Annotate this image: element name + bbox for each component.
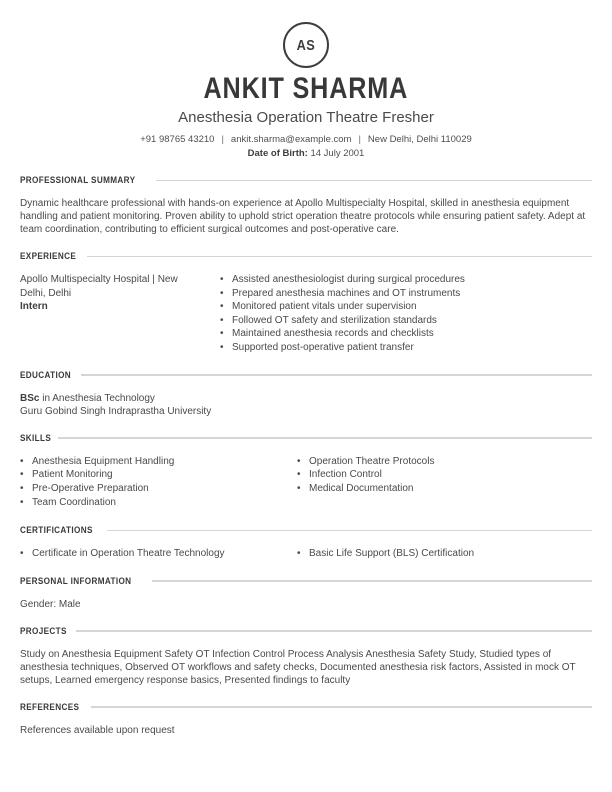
certifications-columns bbox=[20, 547, 592, 561]
education-degree: BSc bbox=[20, 392, 40, 404]
section-heading: EXPERIENCE bbox=[20, 251, 77, 262]
section-projects bbox=[20, 626, 592, 687]
section-heading-row bbox=[20, 626, 592, 637]
skill-item: • Patient Monitoring bbox=[20, 468, 297, 482]
dob-value: 14 July 2001 bbox=[310, 148, 365, 159]
section-rule bbox=[152, 580, 592, 582]
section-heading-row bbox=[20, 702, 592, 713]
section-heading-row bbox=[20, 433, 592, 444]
education-university: Guru Gobind Singh Indraprastha University bbox=[20, 405, 212, 417]
projects-paragraph: Study on Anesthesia Equipment Safety OT Infection Control Process Analysis Anesthesia Safety Study, Studied types of anesthesia techniques, Observed OT workflows and safety checks, Documented anesthesia risk factors, Assisted in mock OT setups, Learned emergency response basics, Presented findings to faculty bbox=[20, 648, 576, 686]
section-heading: SKILLS bbox=[20, 432, 52, 444]
experience-bullet: • Followed OT safety and sterilization standards bbox=[220, 314, 592, 328]
section-heading: CERTIFICATIONS bbox=[20, 524, 93, 536]
contact-phone: +91 98765 43210 bbox=[140, 134, 215, 145]
skill-item: • Anesthesia Equipment Handling bbox=[20, 455, 297, 469]
contact-separator: | bbox=[358, 134, 361, 145]
section-heading: REFERENCES bbox=[20, 701, 80, 713]
section-heading-row bbox=[20, 525, 592, 536]
experience-bullet: • Monitored patient vitals under supervision bbox=[220, 300, 592, 314]
candidate-title: Anesthesia Operation Theatre Fresher bbox=[178, 109, 434, 126]
education-degree-field: in Anesthesia Technology bbox=[39, 392, 155, 404]
section-professional-summary bbox=[20, 175, 592, 236]
certification-item: • Certificate in Operation Theatre Technology bbox=[20, 547, 297, 561]
section-rule bbox=[81, 374, 592, 376]
avatar-initials: AS bbox=[296, 36, 316, 54]
section-rule bbox=[156, 180, 592, 182]
section-rule bbox=[91, 706, 592, 708]
experience-location: New Delhi, Delhi bbox=[20, 274, 178, 299]
gender-line: Gender: Male bbox=[20, 598, 81, 610]
certification-item: • Basic Life Support (BLS) Certification bbox=[297, 547, 592, 561]
skill-item: • Team Coordination bbox=[20, 496, 297, 510]
certifications-column-2 bbox=[297, 547, 592, 561]
section-heading-row bbox=[20, 370, 592, 381]
candidate-name: ANKIT SHARMA bbox=[203, 72, 409, 105]
resume-header bbox=[20, 22, 592, 160]
skills-column-2 bbox=[297, 455, 592, 510]
contact-bar bbox=[20, 134, 592, 146]
experience-bullet-list bbox=[220, 273, 592, 355]
section-heading: EDUCATION bbox=[20, 369, 72, 381]
experience-company: Apollo Multispecialty Hospital bbox=[20, 274, 150, 285]
experience-bullet: • Supported post-operative patient transfer bbox=[220, 341, 592, 355]
section-heading-row bbox=[20, 175, 592, 186]
contact-email: ankit.sharma@example.com bbox=[230, 134, 352, 145]
section-rule bbox=[76, 630, 592, 632]
section-certifications bbox=[20, 525, 592, 561]
skill-item: • Operation Theatre Protocols bbox=[297, 455, 592, 469]
skills-column-1 bbox=[20, 455, 297, 510]
skill-item: • Medical Documentation bbox=[297, 482, 592, 496]
section-heading-row bbox=[20, 576, 592, 587]
dob-label: Date of Birth: bbox=[247, 148, 308, 159]
section-heading-row bbox=[20, 251, 592, 262]
education-degree-line bbox=[20, 392, 592, 405]
date-of-birth bbox=[20, 147, 592, 160]
section-heading: PERSONAL INFORMATION bbox=[20, 575, 132, 587]
experience-role: Intern bbox=[20, 301, 48, 312]
section-personal-information bbox=[20, 576, 592, 611]
skills-columns bbox=[20, 455, 592, 510]
section-rule bbox=[87, 256, 592, 258]
skill-item: • Infection Control bbox=[297, 468, 592, 482]
contact-location: New Delhi, Delhi 110029 bbox=[367, 134, 472, 145]
section-rule bbox=[58, 437, 592, 439]
skill-item: • Pre-Operative Preparation bbox=[20, 482, 297, 496]
section-education bbox=[20, 370, 592, 418]
experience-bullet: • Assisted anesthesiologist during surgical procedures bbox=[220, 273, 592, 287]
avatar bbox=[283, 22, 329, 68]
experience-employer bbox=[20, 273, 220, 355]
experience-entry bbox=[20, 273, 592, 355]
section-heading: PROFESSIONAL SUMMARY bbox=[20, 175, 136, 186]
section-heading: PROJECTS bbox=[20, 625, 67, 637]
references-text: References available upon request bbox=[20, 724, 175, 736]
experience-separator: | bbox=[152, 274, 158, 285]
certifications-column-1 bbox=[20, 547, 297, 561]
section-references bbox=[20, 702, 592, 737]
contact-separator: | bbox=[221, 134, 224, 145]
experience-bullet: • Maintained anesthesia records and checklists bbox=[220, 327, 592, 341]
summary-paragraph: Dynamic healthcare professional with hands-on experience at Apollo Multispecialty Hospital, skilled in anesthesia equipment handling and patient monitoring. Proven ability to uphold strict operation theatre protocols while ensuring patient safety. Adept at team coordination, contributing to efficient surgical outcomes and post-operative care. bbox=[20, 198, 586, 235]
section-experience bbox=[20, 251, 592, 355]
section-rule bbox=[107, 530, 592, 532]
experience-bullet: • Prepared anesthesia machines and OT instruments bbox=[220, 287, 592, 301]
section-skills bbox=[20, 433, 592, 510]
